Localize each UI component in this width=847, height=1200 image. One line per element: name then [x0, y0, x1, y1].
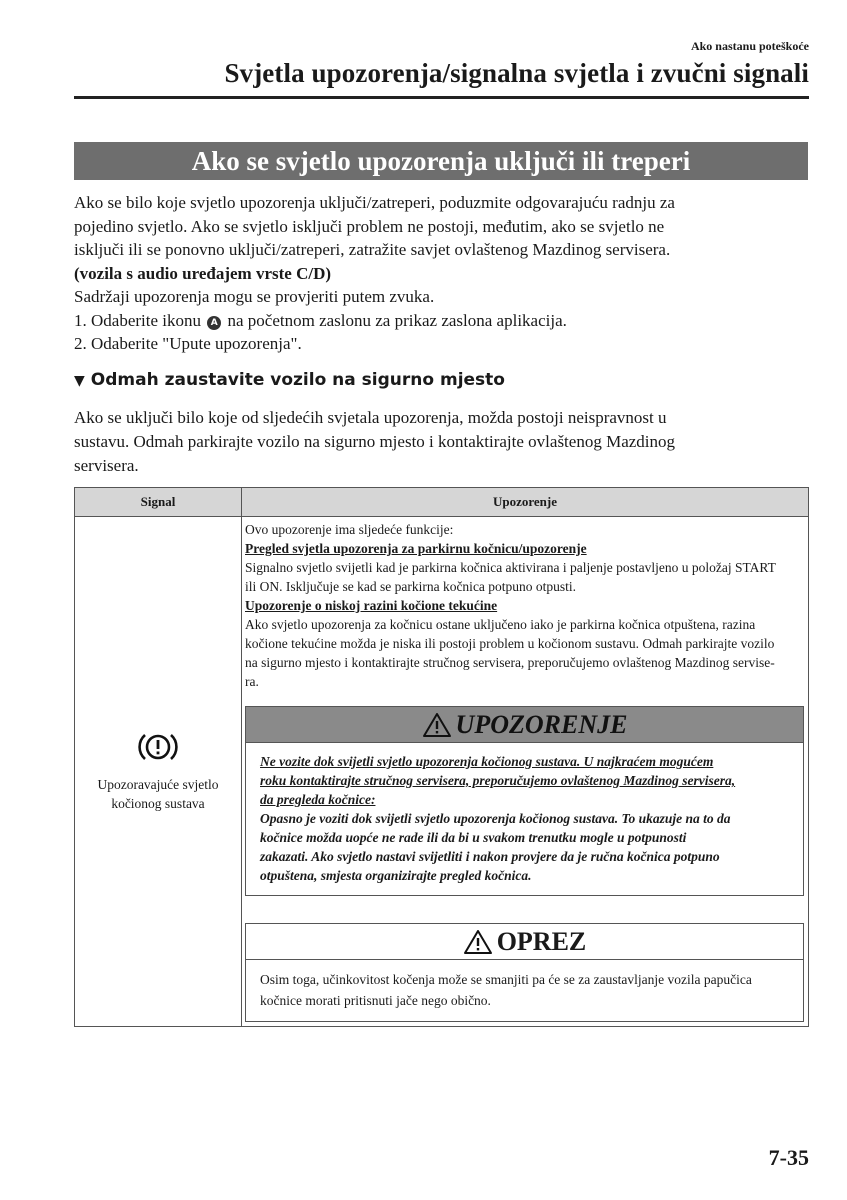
section-label: Ako nastanu poteškoće	[690, 39, 809, 53]
caution-box-header	[246, 924, 803, 960]
intro-line: Ako se uključi bilo koje od sljedećih svjetala upozorenja, možda postoji neispravnost u	[74, 408, 667, 427]
step-1-before: 1. Odaberite ikonu	[74, 310, 201, 330]
body-text	[74, 191, 814, 356]
text-line: ili ON. Isključuje se kad se parkirna kočnica potpuno otpusti.	[245, 579, 577, 594]
danger-box-header	[246, 707, 803, 743]
banner-title: Ako se svjetlo upozorenja uključi ili treperi	[191, 145, 691, 176]
caution-line: kočnice morati pritisnuti jače nego obično.	[260, 993, 491, 1008]
warning-column-header: Upozorenje	[242, 488, 809, 517]
paragraph-line: isključi ili se ponovno uključi/zatreperi, zatražite savjet ovlaštenog Mazdinog servisera.	[74, 240, 671, 259]
text-line: ra.	[245, 674, 259, 689]
step-1	[74, 309, 814, 333]
subhead	[74, 370, 505, 390]
caution-box-body	[246, 960, 803, 1021]
subhead-title: Odmah zaustavite vozilo na sigurno mjesto	[90, 370, 505, 390]
warning-table	[74, 487, 809, 1027]
text-line: Signalno svjetlo svijetli kad je parkirna kočnica aktivirana i paljenje postavljeno u položaj START	[245, 560, 776, 575]
danger-line: da pregleda kočnice:	[260, 792, 376, 807]
triangle-down-icon: ▼	[74, 373, 85, 389]
heading-brake-fluid: Upozorenje o niskoj razini kočione tekućine	[245, 598, 498, 613]
signal-caption	[81, 775, 235, 813]
danger-box-body	[246, 743, 803, 895]
heading-parking-brake: Pregled svjetla upozorenja za parkirnu kočnicu/upozorenje	[245, 541, 587, 556]
page-title: Svjetla upozorenja/signalna svjetla i zvučni signali	[224, 58, 809, 88]
paragraph-line: pojedino svjetlo. Ako se svjetlo isključi problem ne postoji, međutim, ako se svjetlo ne	[74, 216, 665, 236]
warning-description	[245, 520, 804, 691]
page-number: 7-35	[768, 1145, 809, 1170]
paragraph-line: Ako se bilo koje svjetlo upozorenja uključi/zatreperi, poduzmite odgovarajuću radnju za	[74, 193, 675, 212]
text-line: kočione tekućine možda je niska ili postoji problem u kočionom sustavu. Odmah parkirajte vozilo	[245, 636, 775, 651]
step-1-after: na početnom zaslonu za prikaz zaslona aplikacija.	[227, 310, 567, 330]
warning-cell	[242, 517, 809, 1027]
warning-triangle-icon	[422, 712, 452, 738]
section-banner	[74, 142, 808, 180]
functions-intro: Ovo upozorenje ima sljedeće funkcije:	[245, 522, 454, 537]
step-2: 2. Odaberite "Upute upozorenja".	[74, 334, 302, 353]
warning-triangle-icon	[463, 929, 493, 955]
danger-line: roku kontaktirajte stručnog servisera, preporučujemo ovlaštenog Mazdinog servisera,	[260, 773, 736, 788]
danger-line: Ne vozite dok svijetli svjetlo upozorenja kočionog sustava. U najkraćem mogućem	[260, 754, 714, 769]
danger-box-title: UPOZORENJE	[455, 709, 628, 739]
table-row	[75, 517, 809, 1027]
danger-line: otpuštena, smjesta organizirajte pregled kočnica.	[260, 868, 532, 883]
text-line: na sigurno mjesto i kontaktirajte stručnog servisera, preporučujemo ovlaštenog Mazdinog servise-	[245, 655, 775, 670]
caution-box	[245, 923, 804, 1022]
danger-line: kočnice možda uopće ne rade ili da bi u svakom trenutku mogle u potpunosti	[260, 830, 687, 845]
signal-column-header: Signal	[75, 488, 242, 517]
sound-check-text: Sadržaji upozorenja mogu se provjeriti putem zvuka.	[74, 287, 435, 306]
caution-line: Osim toga, učinkovitost kočenja može se smanjiti pa će se za zaustavljanje vozila papučica	[260, 972, 752, 987]
brake-warning-icon	[136, 731, 180, 763]
caption-line: kočionog sustava	[111, 795, 205, 811]
table-header-row	[75, 488, 809, 517]
danger-line: Opasno je voziti dok svijetli svjetlo upozorenja kočionog sustava. To ukazuje na to da	[260, 811, 731, 826]
danger-line: zakazati. Ako svjetlo nastavi svijetliti i nakon provjere da je ručna kočnica potpuno	[260, 849, 720, 864]
text-line: Ako svjetlo upozorenja za kočnicu ostane uključeno iako je parkirna kočnica otpuštena, razina	[245, 617, 756, 632]
intro-text	[74, 406, 814, 478]
danger-box	[245, 706, 804, 896]
intro-line: sustavu. Odmah parkirajte vozilo na sigurno mjesto i kontaktirajte ovlaštenog Mazdinog	[74, 432, 676, 451]
intro-line: servisera.	[74, 456, 139, 475]
title-rule	[74, 96, 809, 99]
signal-cell	[75, 517, 242, 1027]
apps-icon: A	[207, 316, 221, 330]
caution-box-title: OPREZ	[496, 926, 587, 956]
audio-note: (vozila s audio uređajem vrste C/D)	[74, 263, 332, 283]
caption-line: Upozoravajuće svjetlo	[97, 776, 219, 792]
